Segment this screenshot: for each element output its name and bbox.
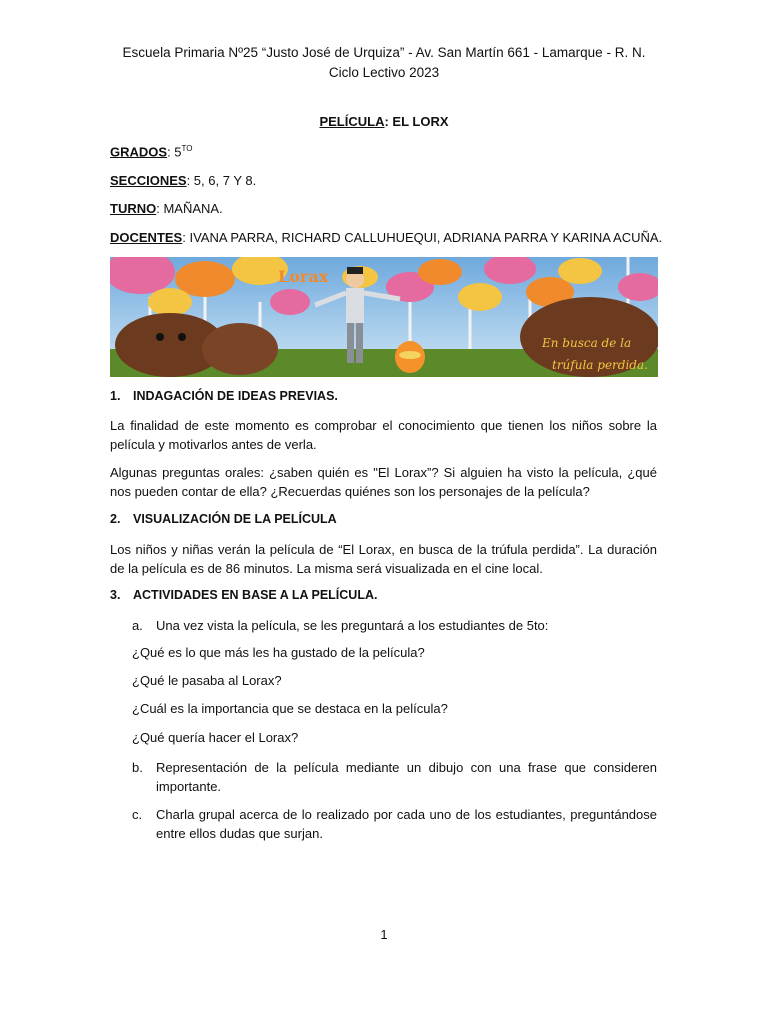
- section-2-heading: [110, 512, 337, 526]
- field-turno: [110, 201, 223, 216]
- section-2-title: VISUALIZACIÓN DE LA PELÍCULA: [133, 512, 337, 526]
- section-3-number: 3.: [110, 588, 121, 602]
- lorax-banner-image: [110, 257, 658, 377]
- header-line-1: Escuela Primaria Nº25 “Justo José de Urquiza” - Av. San Martín 661 - Lamarque - R. N.: [122, 45, 646, 60]
- banner-logo: Lorax: [278, 267, 329, 286]
- title-label: PELÍCULA: [319, 114, 385, 129]
- section-3-heading: [110, 588, 377, 602]
- item-c-marker: c.: [132, 807, 143, 822]
- question-4: ¿Qué quería hacer el Lorax?: [132, 730, 299, 745]
- section-2-number: 2.: [110, 512, 121, 526]
- field-docentes: [110, 230, 662, 245]
- item-a-text: Una vez vista la película, se les preguntará a los estudiantes de 5to:: [156, 618, 549, 633]
- section-3-title: ACTIVIDADES EN BASE A LA PELÍCULA.: [133, 588, 378, 602]
- activity-item-c: [132, 805, 657, 843]
- lorax-banner-illustration: [110, 257, 658, 377]
- grados-sup: TO: [181, 144, 193, 153]
- grados-value: : 5: [167, 144, 182, 160]
- section-1-paragraph-1: La finalidad de este momento es comprobar el conocimiento que tienen los niños sobre la película y motivarlos antes de verla.: [110, 418, 657, 452]
- question-2: ¿Qué le pasaba al Lorax?: [132, 673, 282, 688]
- banner-caption-line-2: trúfula perdida.: [552, 358, 648, 372]
- title-value: : EL LORX: [384, 114, 449, 129]
- section-1-number: 1.: [110, 389, 121, 403]
- question-3: ¿Cuál es la importancia que se destaca en la película?: [132, 701, 448, 716]
- secciones-label: SECCIONES: [110, 173, 187, 188]
- section-1-title: INDAGACIÓN DE IDEAS PREVIAS.: [133, 389, 338, 403]
- activity-item-b: [132, 758, 657, 796]
- field-grados: [110, 144, 193, 159]
- question-1: ¿Qué es lo que más les ha gustado de la película?: [132, 645, 425, 660]
- turno-label: TURNO: [110, 201, 157, 216]
- section-1-paragraph-2: Algunas preguntas orales: ¿saben quién es "El Lorax”? Si alguien ha visto la película, ¿qué nos pueden contar de ella? ¿Recuerdas quiénes son los personajes de la película?: [110, 465, 657, 499]
- docentes-value: : IVANA PARRA, RICHARD CALLUHUEQUI, ADRIANA PARRA Y KARINA ACUÑA.: [182, 230, 663, 245]
- school-header: [0, 43, 768, 83]
- item-a-marker: a.: [132, 618, 143, 633]
- section-1-heading: [110, 389, 338, 403]
- page-title: [0, 114, 768, 129]
- page-number: 1: [380, 927, 388, 942]
- item-b-text: Representación de la película mediante un dibujo con una frase que consideren importante.: [156, 760, 657, 794]
- section-2-paragraph: Los niños y niñas verán la película de “El Lorax, en busca de la trúfula perdida”. La duración de la película es de 86 minutos. La misma será visualizada en el cine local.: [110, 542, 657, 576]
- item-c-text: Charla grupal acerca de lo realizado por cada uno de los estudiantes, preguntándose entre ellos dudas que surjan.: [156, 807, 657, 841]
- field-secciones: [110, 173, 256, 188]
- docentes-label: DOCENTES: [110, 230, 183, 245]
- header-line-2: Ciclo Lectivo 2023: [328, 65, 440, 80]
- turno-value: : MAÑANA.: [156, 201, 223, 216]
- secciones-value: : 5, 6, 7 Y 8.: [186, 173, 257, 188]
- activity-item-a: [132, 616, 657, 635]
- grados-label: GRADOS: [110, 144, 168, 160]
- banner-caption-line-1: En busca de la: [542, 336, 632, 350]
- item-b-marker: b.: [132, 760, 143, 775]
